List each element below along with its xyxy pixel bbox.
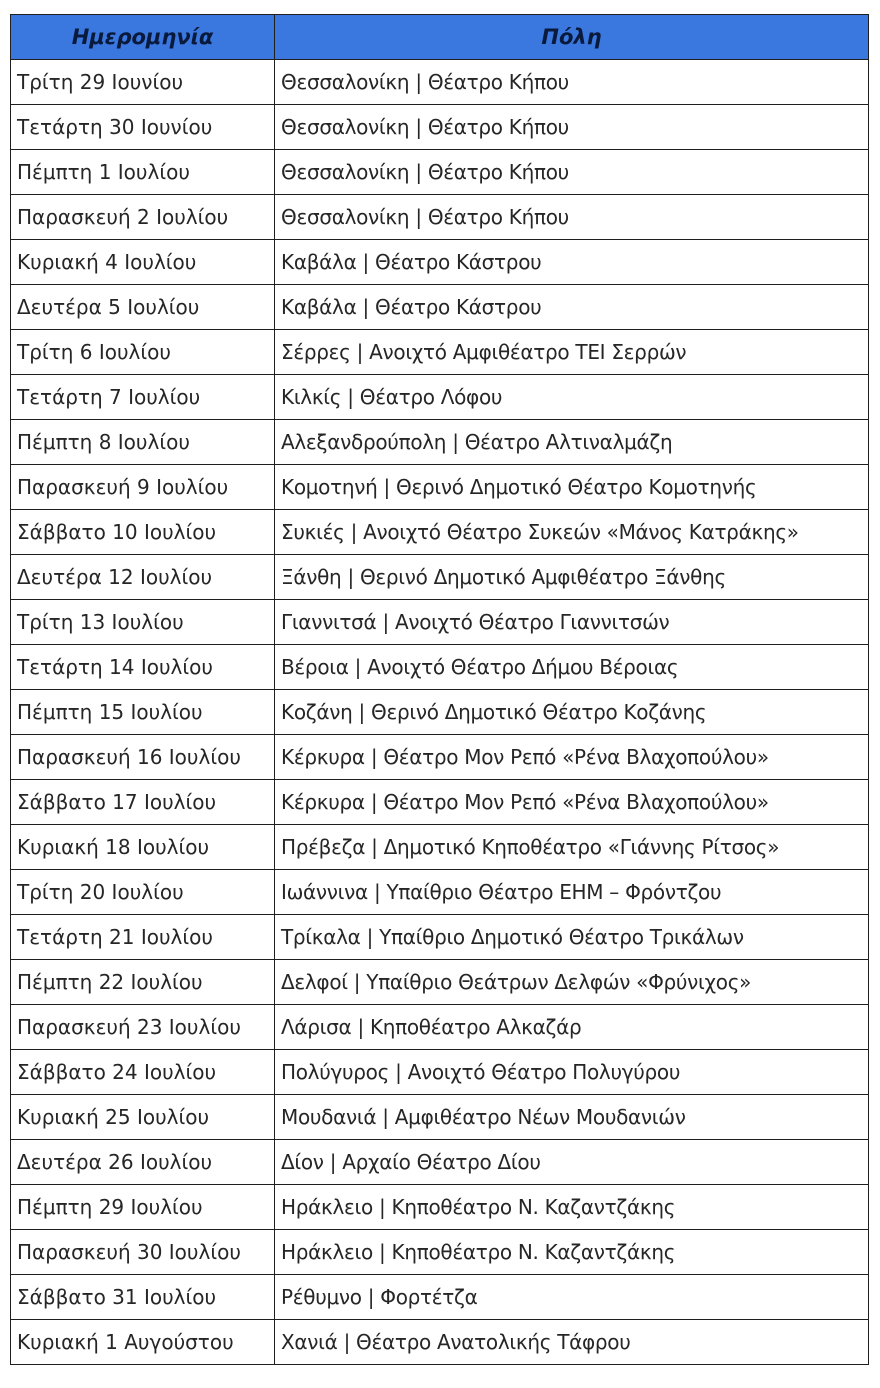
table-row	[11, 375, 869, 420]
city-venue-cell: Ρέθυμνο | Φορτέτζα	[275, 1275, 869, 1320]
city-venue-cell: Καβάλα | Θέατρο Κάστρου	[275, 240, 869, 285]
date-cell: Παρασκευή 23 Ιουλίου	[11, 1005, 275, 1050]
city-venue-cell: Πρέβεζα | Δημοτικό Κηποθέατρο «Γιάννης Ρίτσος»	[275, 825, 869, 870]
date-cell: Κυριακή 18 Ιουλίου	[11, 825, 275, 870]
city-venue-cell: Κοζάνη | Θερινό Δημοτικό Θέατρο Κοζάνης	[275, 690, 869, 735]
date-cell: Δευτέρα 26 Ιουλίου	[11, 1140, 275, 1185]
date-cell: Τρίτη 6 Ιουλίου	[11, 330, 275, 375]
table-row	[11, 1185, 869, 1230]
date-cell: Σάββατο 31 Ιουλίου	[11, 1275, 275, 1320]
date-cell: Πέμπτη 22 Ιουλίου	[11, 960, 275, 1005]
date-cell: Δευτέρα 12 Ιουλίου	[11, 555, 275, 600]
table-row	[11, 645, 869, 690]
table-row	[11, 240, 869, 285]
city-venue-cell: Κέρκυρα | Θέατρο Μον Ρεπό «Ρένα Βλαχοπούλου»	[275, 780, 869, 825]
city-venue-cell: Ξάνθη | Θερινό Δημοτικό Αμφιθέατρο Ξάνθης	[275, 555, 869, 600]
tour-schedule-table	[10, 14, 869, 1365]
date-cell: Σάββατο 10 Ιουλίου	[11, 510, 275, 555]
city-venue-cell: Τρίκαλα | Υπαίθριο Δημοτικό Θέατρο Τρικάλων	[275, 915, 869, 960]
table-row	[11, 870, 869, 915]
city-venue-cell: Καβάλα | Θέατρο Κάστρου	[275, 285, 869, 330]
table-row	[11, 1050, 869, 1095]
city-venue-cell: Θεσσαλονίκη | Θέατρο Κήπου	[275, 195, 869, 240]
city-venue-cell: Κιλκίς | Θέατρο Λόφου	[275, 375, 869, 420]
city-venue-cell: Ηράκλειο | Κηποθέατρο Ν. Καζαντζάκης	[275, 1230, 869, 1275]
city-venue-cell: Πολύγυρος | Ανοιχτό Θέατρο Πολυγύρου	[275, 1050, 869, 1095]
date-cell: Κυριακή 25 Ιουλίου	[11, 1095, 275, 1140]
city-column-header: Πόλη	[275, 15, 869, 60]
city-venue-cell: Σέρρες | Ανοιχτό Αμφιθέατρο ΤΕΙ Σερρών	[275, 330, 869, 375]
city-venue-cell: Βέροια | Ανοιχτό Θέατρο Δήμου Βέροιας	[275, 645, 869, 690]
date-cell: Πέμπτη 1 Ιουλίου	[11, 150, 275, 195]
table-row	[11, 465, 869, 510]
city-venue-cell: Λάρισα | Κηποθέατρο Αλκαζάρ	[275, 1005, 869, 1050]
city-venue-cell: Αλεξανδρούπολη | Θέατρο Αλτιναλμάζη	[275, 420, 869, 465]
header-row	[11, 15, 869, 60]
table-row	[11, 555, 869, 600]
table-row	[11, 330, 869, 375]
date-cell: Πέμπτη 15 Ιουλίου	[11, 690, 275, 735]
date-cell: Σάββατο 24 Ιουλίου	[11, 1050, 275, 1095]
date-cell: Παρασκευή 2 Ιουλίου	[11, 195, 275, 240]
table-row	[11, 1275, 869, 1320]
table-row	[11, 1320, 869, 1365]
table-row	[11, 105, 869, 150]
table-row	[11, 825, 869, 870]
city-venue-cell: Μουδανιά | Αμφιθέατρο Νέων Μουδανιών	[275, 1095, 869, 1140]
table-row	[11, 1005, 869, 1050]
date-cell: Πέμπτη 29 Ιουλίου	[11, 1185, 275, 1230]
date-cell: Κυριακή 4 Ιουλίου	[11, 240, 275, 285]
city-venue-cell: Συκιές | Ανοιχτό Θέατρο Συκεών «Μάνος Κατράκης»	[275, 510, 869, 555]
table-row	[11, 1230, 869, 1275]
city-venue-cell: Ιωάννινα | Υπαίθριο Θέατρο ΕΗΜ – Φρόντζου	[275, 870, 869, 915]
table-row	[11, 1140, 869, 1185]
date-cell: Τετάρτη 21 Ιουλίου	[11, 915, 275, 960]
date-cell: Πέμπτη 8 Ιουλίου	[11, 420, 275, 465]
table-row	[11, 420, 869, 465]
date-cell: Τρίτη 20 Ιουλίου	[11, 870, 275, 915]
city-venue-cell: Γιαννιτσά | Ανοιχτό Θέατρο Γιαννιτσών	[275, 600, 869, 645]
date-cell: Τετάρτη 30 Ιουνίου	[11, 105, 275, 150]
city-venue-cell: Θεσσαλονίκη | Θέατρο Κήπου	[275, 105, 869, 150]
city-venue-cell: Χανιά | Θέατρο Ανατολικής Τάφρου	[275, 1320, 869, 1365]
city-venue-cell: Δελφοί | Υπαίθριο Θεάτρων Δελφών «Φρύνιχος»	[275, 960, 869, 1005]
table-row	[11, 600, 869, 645]
date-cell: Παρασκευή 30 Ιουλίου	[11, 1230, 275, 1275]
table-header	[11, 15, 869, 60]
date-cell: Δευτέρα 5 Ιουλίου	[11, 285, 275, 330]
table-row	[11, 780, 869, 825]
table-row	[11, 60, 869, 105]
date-cell: Τρίτη 29 Ιουνίου	[11, 60, 275, 105]
date-cell: Τετάρτη 7 Ιουλίου	[11, 375, 275, 420]
city-venue-cell: Θεσσαλονίκη | Θέατρο Κήπου	[275, 150, 869, 195]
table-row	[11, 195, 869, 240]
table-row	[11, 690, 869, 735]
city-venue-cell: Ηράκλειο | Κηποθέατρο Ν. Καζαντζάκης	[275, 1185, 869, 1230]
table-row	[11, 960, 869, 1005]
city-venue-cell: Δίον | Αρχαίο Θέατρο Δίου	[275, 1140, 869, 1185]
date-cell: Σάββατο 17 Ιουλίου	[11, 780, 275, 825]
date-cell: Τρίτη 13 Ιουλίου	[11, 600, 275, 645]
date-cell: Παρασκευή 16 Ιουλίου	[11, 735, 275, 780]
city-venue-cell: Κέρκυρα | Θέατρο Μον Ρεπό «Ρένα Βλαχοπούλου»	[275, 735, 869, 780]
date-column-header: Ημερομηνία	[11, 15, 275, 60]
date-cell: Κυριακή 1 Αυγούστου	[11, 1320, 275, 1365]
table-row	[11, 1095, 869, 1140]
table-row	[11, 285, 869, 330]
table-body	[11, 60, 869, 1365]
date-cell: Παρασκευή 9 Ιουλίου	[11, 465, 275, 510]
city-venue-cell: Θεσσαλονίκη | Θέατρο Κήπου	[275, 60, 869, 105]
table-row	[11, 510, 869, 555]
table-row	[11, 735, 869, 780]
table-row	[11, 150, 869, 195]
city-venue-cell: Κομοτηνή | Θερινό Δημοτικό Θέατρο Κομοτηνής	[275, 465, 869, 510]
table-row	[11, 915, 869, 960]
date-cell: Τετάρτη 14 Ιουλίου	[11, 645, 275, 690]
